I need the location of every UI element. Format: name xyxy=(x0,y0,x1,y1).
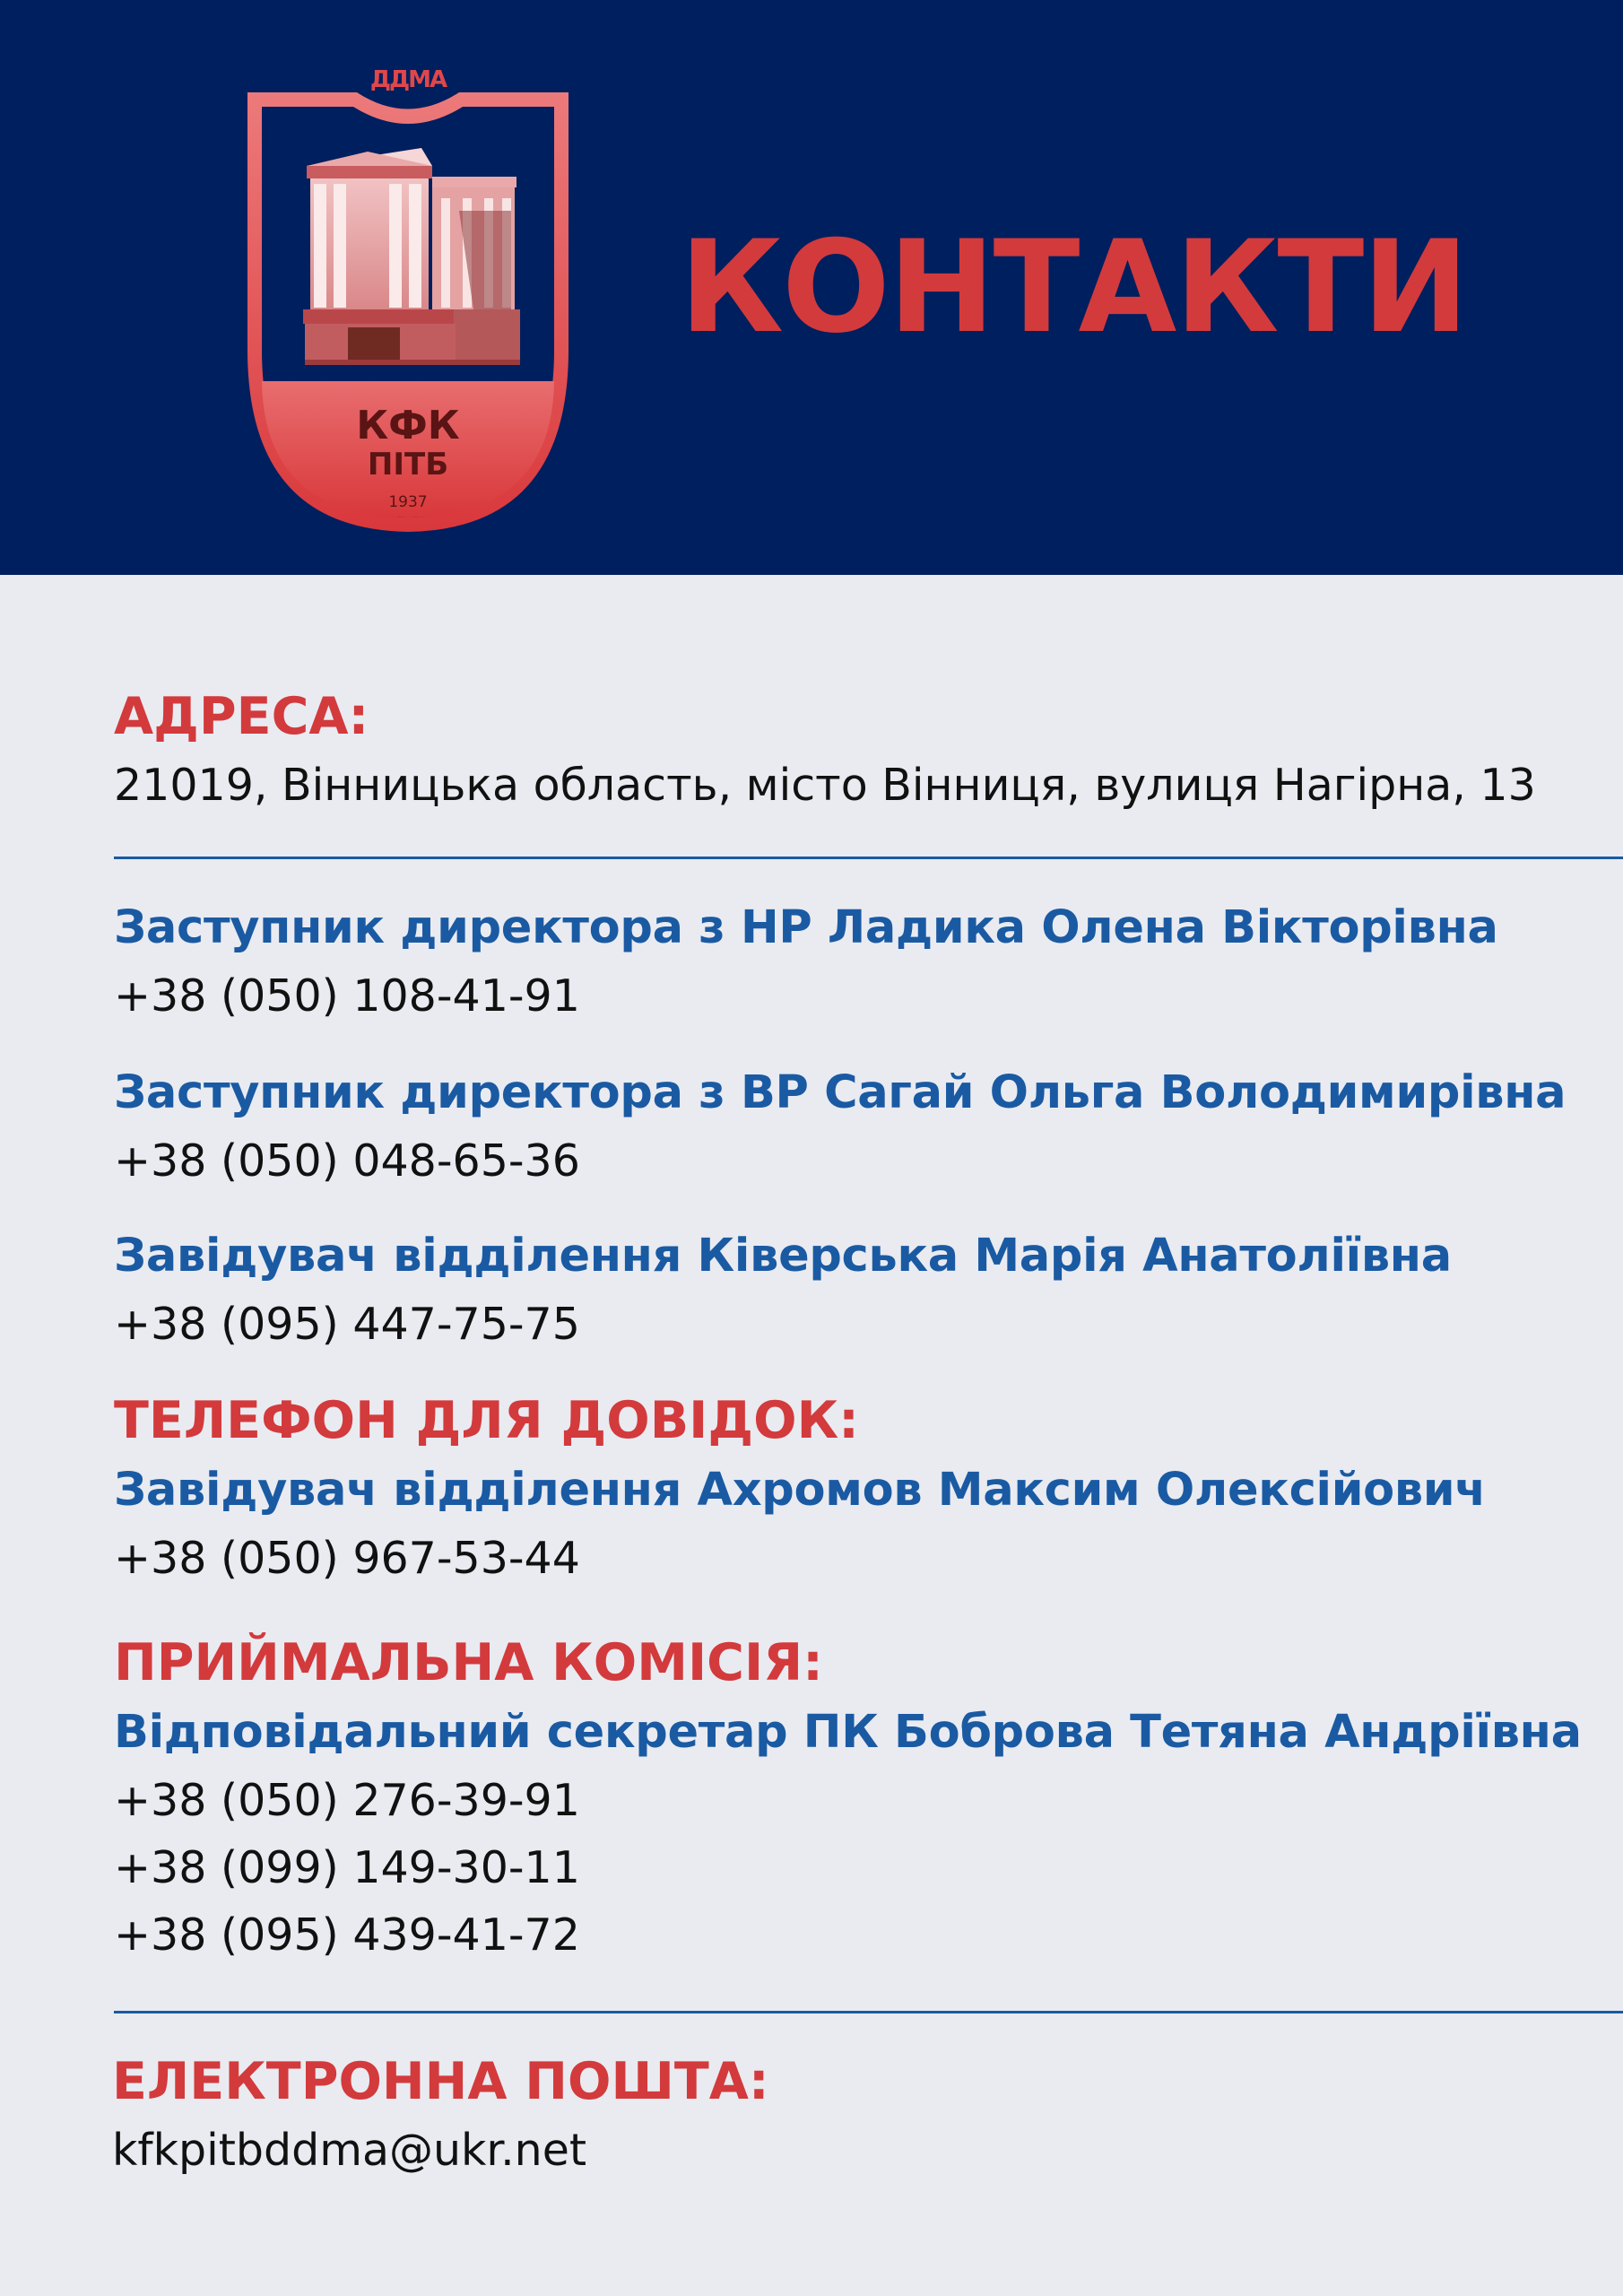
address-heading: АДРЕСА: xyxy=(114,687,369,746)
address-text: 21019, Вінницька область, місто Вінниця, вулиця Нагірна, 13 xyxy=(114,760,1536,811)
logo-text-kfk: КФК xyxy=(356,403,460,448)
admission-heading: ПРИЙМАЛЬНА КОМІСІЯ: xyxy=(114,1633,823,1692)
divider-top xyxy=(114,857,1623,859)
contact-phone-3[interactable]: +38 (095) 447-75-75 xyxy=(114,1299,580,1350)
contact-name-1: Заступник директора з НР Ладика Олена Вікторівна xyxy=(114,901,1498,954)
logo-year: 1937 xyxy=(388,493,428,511)
email-heading: ЕЛЕКТРОННА ПОШТА: xyxy=(112,2052,769,2111)
logo-text-pitb: ПІТБ xyxy=(367,447,449,483)
admission-phone-1[interactable]: +38 (050) 276-39-91 xyxy=(114,1775,580,1826)
reference-contact-phone[interactable]: +38 (050) 967-53-44 xyxy=(114,1533,580,1584)
header-banner xyxy=(0,0,1623,575)
reference-phone-heading: ТЕЛЕФОН ДЛЯ ДОВІДОК: xyxy=(114,1391,859,1450)
contact-phone-2[interactable]: +38 (050) 048-65-36 xyxy=(114,1135,580,1187)
logo-top-mark: ДДМА xyxy=(369,66,447,93)
contact-name-3: Завідувач відділення Ківерська Марія Анатоліївна xyxy=(114,1230,1452,1283)
contacts-content xyxy=(0,575,1623,2296)
divider-bottom xyxy=(114,2011,1623,2013)
admission-phone-2[interactable]: +38 (099) 149-30-11 xyxy=(114,1842,580,1893)
reference-contact-name: Завідувач відділення Ахромов Максим Олексійович xyxy=(114,1464,1486,1517)
contact-name-2: Заступник директора з ВР Сагай Ольга Володимирівна xyxy=(114,1066,1567,1119)
college-logo xyxy=(242,40,574,543)
admission-phone-3[interactable]: +38 (095) 439-41-72 xyxy=(114,1909,580,1961)
building-illustration xyxy=(303,148,520,365)
email-address[interactable]: kfkpitbddma@ukr.net xyxy=(112,2125,587,2176)
contact-phone-1[interactable]: +38 (050) 108-41-91 xyxy=(114,970,580,1022)
page-title: КОНТАКТИ xyxy=(680,213,1468,361)
admission-contact-name: Відповідальний секретар ПК Боброва Тетяна Андріївна xyxy=(114,1706,1582,1759)
